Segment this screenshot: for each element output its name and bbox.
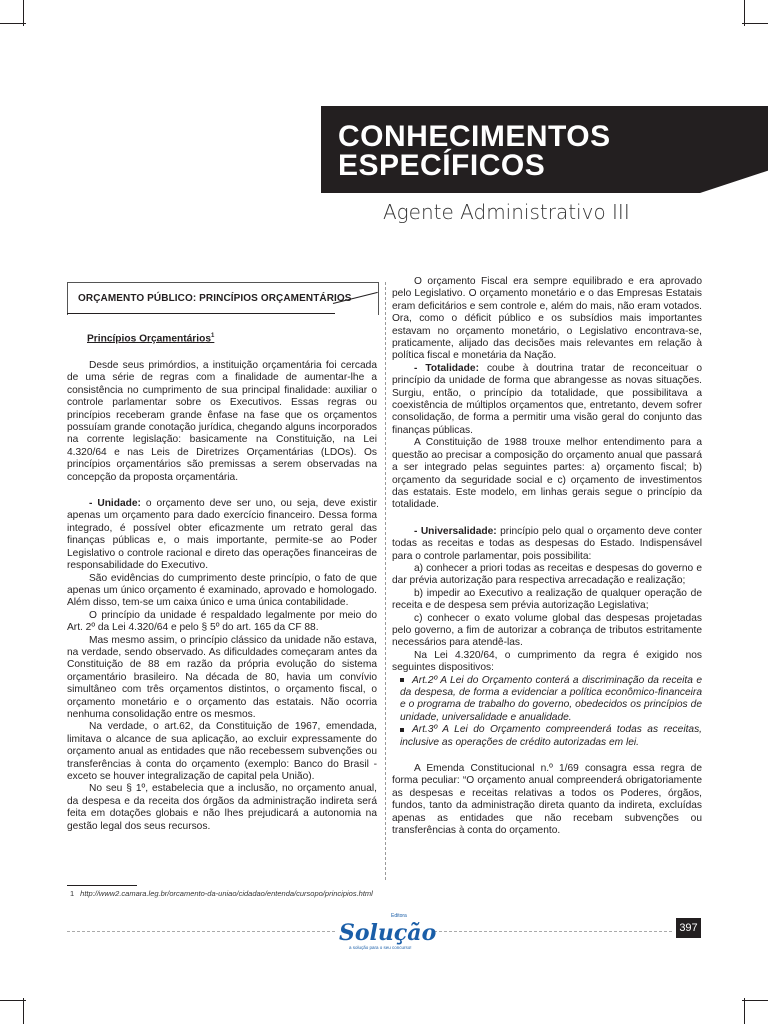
paragraph: c) conhecer o exato volume global das despesas projetadas pelo governo, a fim de autorizar a cobrança de tributos estritamente necessários para atendê-las. — [392, 612, 702, 649]
footer-rule-left — [67, 931, 335, 932]
header-fold-corner — [700, 170, 768, 193]
paragraph: b) impedir ao Executivo a realização de qualquer operação de receita e de despesa sem prévia autorização Legislativa; — [392, 587, 702, 612]
header-title-line2: ESPECÍFICOS — [338, 149, 546, 182]
crop-mark — [0, 1000, 26, 1001]
publisher-logo — [339, 913, 437, 953]
paragraph: No seu § 1º, estabelecia que a inclusão, no orçamento anual, da despesa e da receita dos órgãos da administração indireta será feita em dotações globais e não lhes prejudicará a autonomia na gestão legal dos seus recursos. — [67, 783, 377, 832]
list-item-text: Art.2º A Lei do Orçamento conterá a discriminação da receita e da despesa, de forma a evidenciar a política econômico-financeira e o programa de trabalho do governo, obedecidos os princípios de unidade, universalidade e anualidade. — [400, 674, 702, 723]
logo-tagline: a solução para o seu concurso! — [349, 945, 412, 950]
crop-mark — [742, 23, 768, 24]
paragraph-totalidade — [392, 363, 702, 437]
column-divider — [385, 282, 386, 880]
bullet-icon — [400, 728, 404, 732]
term-universalidade: - Universalidade: — [414, 525, 497, 537]
bullet-icon — [400, 678, 404, 682]
section-title: ORÇAMENTO PÚBLICO: PRINCÍPIOS ORÇAMENTÁRIOS — [78, 293, 352, 304]
logo-small-text: Editora — [391, 913, 407, 919]
footnote — [70, 889, 380, 899]
paragraph: O princípio da unidade é respaldado legalmente por meio do Art. 2º da Lei 4.320/64 e pelo § 5º do art. 165 da CF 88. — [67, 609, 377, 634]
crop-mark — [744, 998, 745, 1024]
paragraph: Desde seus primórdios, a instituição orçamentária foi cercada de uma série de regras com a finalidade de aumentar-lhe a consistência no cumprimento de sua principal finalidade: auxiliar o controle parlamentar sobre os Executivos. Essas regras ou princípios receberam grande ênfase na fase que os orçamentos possuíam grande conotação jurídica, chegando alguns incorporados na corrente legislação: basicamente na Constituição, na Lei 4.320/64 e nas Leis de Diretrizes Orçamentárias (LDOs). Os princípios orçamentários são premissas a serem observadas na concepção da proposta orçamentária. — [67, 360, 377, 483]
paragraph: Na Lei 4.320/64, o cumprimento da regra é exigido nos seguintes dispositivos: — [392, 649, 702, 674]
section-title-box — [67, 282, 379, 315]
paragraph: O orçamento Fiscal era sempre equilibrado e era aprovado pelo Legislativo. O orçamento monetário e o das Empresas Estatais eram deficitários e sem controle e, além do mais, não eram votados. Ora, como o déficit público e os subsídios mais importantes estavam no orçamento monetário, o Legislativo encontrava-se, praticamente, alijado das decisões mais relevantes em relação à política fiscal e monetária da Nação. — [392, 276, 702, 362]
left-column — [67, 360, 377, 833]
logo-wordmark: Solução — [339, 920, 437, 946]
list-item — [392, 724, 702, 749]
paragraph: Mas mesmo assim, o princípio clássico da unidade não estava, na verdade, sendo observado. As dificuldades começaram antes da Constituição de 88 em razão da própria evolução do sistema orçamentário brasileiro. Na década de 80, havia um convívio simultâneo com três orçamentos distintos, o orçamento fiscal, o orçamento monetário e o orçamento das estatais. Não ocorria nenhuma consolidação entre os mesmos. — [67, 634, 377, 720]
crop-mark — [23, 998, 24, 1024]
paragraph-text: princípio pelo qual o orçamento deve conter todas as receitas e todas as despesas do Estado. Indispensável para o controle parlamentar, pois possibilita: — [392, 525, 702, 562]
term-unidade: - Unidade: — [89, 498, 141, 510]
paragraph: a) conhecer a priori todas as receitas e despesas do governo e dar prévia autorização para respectiva arrecadação e realização; — [392, 562, 702, 587]
list-item — [392, 675, 702, 725]
subheading-text: Princípios Orçamentários — [87, 333, 211, 345]
article-list — [392, 675, 702, 749]
footnote-number: 1 — [70, 889, 75, 898]
header-title-line1: CONHECIMENTOS — [338, 120, 611, 153]
subheading — [87, 333, 214, 344]
paragraph-text: o orçamento deve ser uno, ou seja, deve existir apenas um orçamento para dado exercício financeiro. Dessa forma integrado, é possível obter eficazmente um retrato geral das finanças públicas e, o mais importante, permite-se ao Poder Legislativo o controle racional e direto das operações financeiras de responsabilidade do Executivo. — [67, 498, 377, 572]
crop-mark — [742, 1000, 768, 1001]
page-number: 397 — [676, 918, 701, 938]
footnote-ref[interactable]: 1 — [211, 333, 215, 339]
footnote-rule — [67, 885, 137, 886]
paragraph: A Constituição de 1988 trouxe melhor entendimento para a questão ao precisar a composição do orçamento anual que passará a ser integrado pelas seguintes partes: a) orçamento fiscal; b) orçamento da seguridade social e c) orçamento de investimentos das estatais. Este modelo, em linhas gerais segue o princípio da totalidade. — [392, 437, 702, 511]
paragraph: A Emenda Constitucional n.º 1/69 consagra essa regra de forma peculiar: “O orçamento anual compreenderá obrigatoriamente as despesas e receitas relativas a todos os Poderes, órgãos, fundos, tanto da administração direta quanto da indireta, excluídas apenas as entidades que não recebam subvenções ou transferências à conta do orçamento. — [392, 763, 702, 837]
right-column — [392, 276, 702, 837]
term-totalidade: - Totalidade: — [414, 362, 479, 374]
crop-mark — [0, 23, 26, 24]
paragraph: Na verdade, o art.62, da Constituição de 1967, emendada, limitava o alcance de sua aplicação, ao excluir expressamente do orçamento anual as entidades que não recebessem subvenções ou transferências à conta do orçamento (exemplo: Banco do Brasil - exceto se houver integralização de capital pela União). — [67, 721, 377, 782]
paragraph-unidade — [67, 498, 377, 572]
footnote-link[interactable]: http://www2.camara.leg.br/orcamento-da-uniao/cidadao/entenda/cursopo/principios.html — [80, 889, 373, 898]
section-underline — [67, 313, 335, 314]
paragraph-universalidade — [392, 526, 702, 563]
paragraph-text: coube à doutrina tratar de reconceituar o princípio da unidade de forma que abrangesse as novas situações. Surgiu, então, o princípio da totalidade, que possibilitava a coexistência de múltiplos orçamentos que, entretanto, devem sofrer consolidação, de forma a permitir uma visão geral do conjunto das finanças públicas. — [392, 362, 702, 436]
page-subtitle: Agente Administrativo III — [383, 200, 630, 224]
footer-rule-right — [434, 931, 672, 932]
list-item-text: Art.3º A Lei do Orçamento compreenderá todas as receitas, inclusive as operações de crédito autorizadas em lei. — [400, 724, 702, 748]
paragraph: São evidências do cumprimento deste princípio, o fato de que apenas um único orçamento é examinado, aprovado e homologado. Além disso, tem-se um caixa único e uma única contabilidade. — [67, 572, 377, 609]
